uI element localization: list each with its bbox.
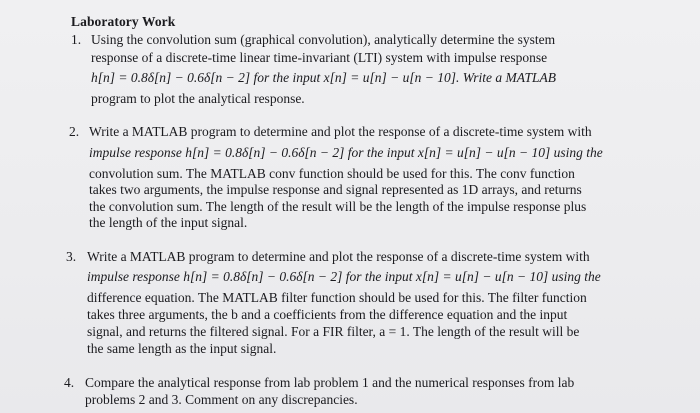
problem-4-line-1: Compare the analytical response from lab problem 1 and the numerical responses from lab <box>85 375 575 390</box>
problem-2-line-1: Write a MATLAB program to determine and plot the response of a discrete-time system with <box>89 124 592 139</box>
problem-3-line-4: takes three arguments, the b and a coefficients from the difference equation and the input <box>87 307 568 322</box>
problem-3-line-6: the same length as the input signal. <box>87 341 277 356</box>
problem-1-number: 1. <box>71 32 82 47</box>
problem-1-line-3: h[n] = 0.8δ[n] − 0.6δ[n − 2] for the input x[n] = u[n] − u[n − 10]. Write a MATLAB <box>91 70 556 85</box>
problem-2-line-6: the length of the input signal. <box>89 215 248 230</box>
problem-3-line-3: difference equation. The MATLAB filter function should be used for this. The filter function <box>87 290 587 305</box>
problem-3-line-1: Write a MATLAB program to determine and plot the response of a discrete-time system with <box>87 249 590 264</box>
problem-2-number: 2. <box>69 124 80 139</box>
problem-3-line-2: impulse response h[n] = 0.8δ[n] − 0.6δ[n − 2] for the input x[n] = u[n] − u[n − 10] using the <box>87 269 601 284</box>
problem-4-number: 4. <box>64 375 75 390</box>
page-title: Laboratory Work <box>71 14 176 29</box>
problem-2-line-3: convolution sum. The MATLAB conv function should be used for this. The conv function <box>89 166 575 181</box>
problem-2-line-2: impulse response h[n] = 0.8δ[n] − 0.6δ[n − 2] for the input x[n] = u[n] − u[n − 10] using the <box>89 145 603 160</box>
problem-3-number: 3. <box>66 249 77 264</box>
problem-3-line-5: signal, and returns the filtered signal. For a FIR filter, a = 1. The length of the result will be <box>87 324 580 339</box>
problem-1-line-1: Using the convolution sum (graphical convolution), analytically determine the system <box>91 32 556 47</box>
problem-2-line-4: takes two arguments, the impulse response and signal represented as 1D arrays, and returns <box>89 182 582 197</box>
problem-2-line-5: the convolution sum. The length of the result will be the length of the impulse response plus <box>89 199 587 214</box>
problem-4-line-2: problems 2 and 3. Comment on any discrepancies. <box>85 392 358 407</box>
problem-1-line-2: response of a discrete-time linear time-invariant (LTI) system with impulse response <box>91 50 548 65</box>
problem-1-line-4: program to plot the analytical response. <box>91 91 305 106</box>
